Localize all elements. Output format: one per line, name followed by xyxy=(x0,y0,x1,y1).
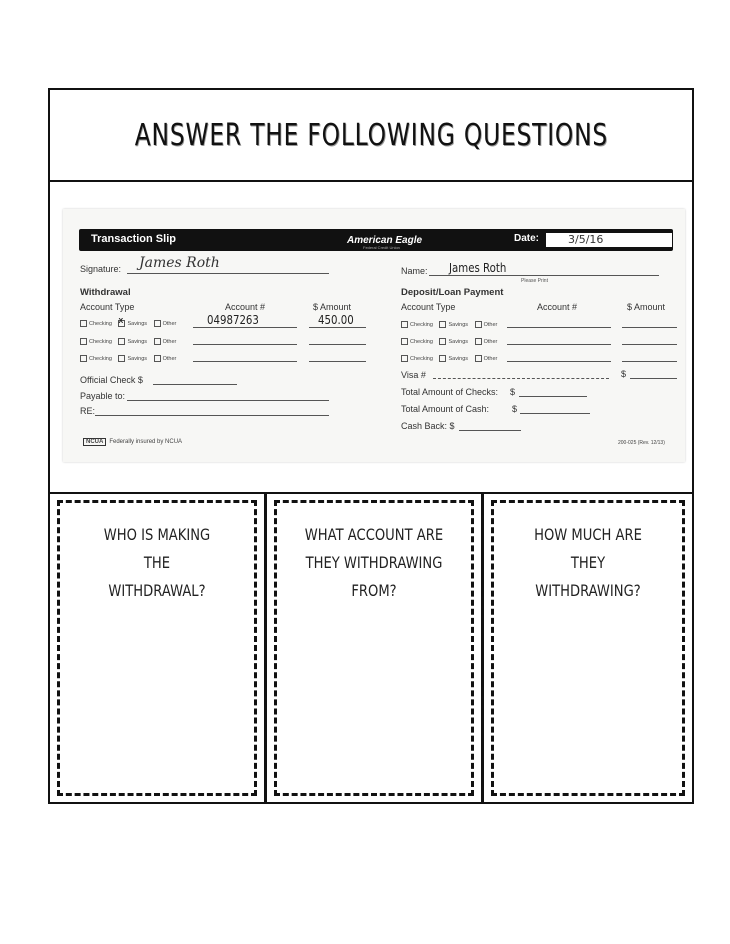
ncua-badge: NCUA xyxy=(83,438,106,446)
withdrawal-account-value: 04987263 xyxy=(207,313,259,327)
page-title: ANSWER THE FOLLOWING QUESTIONS xyxy=(134,117,608,153)
answer-area-3[interactable] xyxy=(491,500,685,796)
ncua-text: Federally insured by NCUA xyxy=(109,439,183,445)
checkbox xyxy=(80,338,87,345)
answer-area-1[interactable] xyxy=(57,500,257,796)
total-checks-line xyxy=(519,396,587,397)
slip-title: Transaction Slip xyxy=(91,233,176,245)
question-box-1 xyxy=(50,494,264,802)
amount-line xyxy=(309,344,366,345)
checkbox xyxy=(80,355,87,362)
name-label: Name: xyxy=(401,266,428,276)
amount-line xyxy=(622,361,677,362)
checkbox xyxy=(475,338,482,345)
checkbox xyxy=(154,338,161,345)
checkbox xyxy=(118,355,125,362)
date-field: 3/5/16 xyxy=(546,233,672,247)
checkbox xyxy=(475,321,482,328)
deposit-heading: Deposit/Loan Payment xyxy=(401,287,504,298)
signature-label: Signature: xyxy=(80,264,122,274)
checkbox xyxy=(401,321,408,328)
deposit-account-num-label: Account # xyxy=(537,302,578,312)
cash-back-label: Cash Back: $ xyxy=(401,421,455,431)
payable-to-label: Payable to: xyxy=(80,391,126,401)
account-line xyxy=(193,327,297,328)
amount-line xyxy=(622,327,677,328)
checkbox xyxy=(154,355,161,362)
total-checks-label: Total Amount of Checks: xyxy=(401,387,499,397)
withdrawal-amount-value: 450.00 xyxy=(318,313,354,327)
checkbox xyxy=(401,355,408,362)
worksheet xyxy=(48,88,694,804)
account-line xyxy=(507,344,611,345)
withdrawal-row-1: Checking X Savings Other xyxy=(80,320,181,327)
withdrawal-row-3: Checking Savings Other xyxy=(80,355,181,362)
checkbox xyxy=(80,320,87,327)
slip-header xyxy=(79,229,673,251)
withdrawal-amount-label: $ Amount xyxy=(313,302,352,312)
deposit-amount-label: $ Amount xyxy=(627,302,666,312)
visa-amount-line xyxy=(630,378,677,379)
total-checks-dollar: $ xyxy=(510,387,516,397)
checkbox xyxy=(118,338,125,345)
please-print: Please Print xyxy=(521,278,548,284)
answer-area-2[interactable] xyxy=(274,500,474,796)
official-check-label: Official Check $ xyxy=(80,375,143,385)
checkbox xyxy=(439,355,446,362)
visa-dollar: $ xyxy=(621,369,627,379)
name-line xyxy=(429,275,659,276)
account-line xyxy=(193,361,297,362)
withdrawal-row-2: Checking Savings Other xyxy=(80,338,181,345)
visa-line xyxy=(433,378,609,379)
total-cash-dollar: $ xyxy=(512,404,518,414)
slip-area xyxy=(50,182,692,494)
title-box xyxy=(50,90,692,182)
question-2: WHAT ACCOUNT ARE THEY WITHDRAWING FROM? xyxy=(304,525,444,600)
checkbox xyxy=(475,355,482,362)
bank-tagline: Federal Credit Union xyxy=(363,245,400,250)
amount-line xyxy=(309,327,366,328)
re-line xyxy=(95,415,329,416)
deposit-row-3: Checking Savings Other xyxy=(401,355,502,362)
withdrawal-account-type-label: Account Type xyxy=(80,302,135,312)
transaction-slip xyxy=(63,209,685,462)
deposit-account-type-label: Account Type xyxy=(401,302,456,312)
signature-line xyxy=(127,273,329,274)
signature-value: James Roth xyxy=(139,255,220,271)
account-line xyxy=(193,344,297,345)
official-check-line xyxy=(153,384,237,385)
form-number: 200-025 (Rev. 12/13) xyxy=(618,440,665,446)
visa-label: Visa # xyxy=(401,370,426,380)
total-cash-line xyxy=(520,413,590,414)
total-cash-label: Total Amount of Cash: xyxy=(401,404,490,414)
questions-row xyxy=(50,494,692,802)
account-line xyxy=(507,361,611,362)
checkbox xyxy=(154,320,161,327)
withdrawal-heading: Withdrawal xyxy=(80,287,131,298)
amount-line xyxy=(622,344,677,345)
ncua-notice xyxy=(83,438,182,446)
checkbox xyxy=(401,338,408,345)
account-line xyxy=(507,327,611,328)
name-value: James Roth xyxy=(449,261,507,275)
date-label: Date: xyxy=(514,233,540,244)
deposit-row-2: Checking Savings Other xyxy=(401,338,502,345)
question-box-3 xyxy=(484,494,692,802)
question-1: WHO IS MAKING THE WITHDRAWAL? xyxy=(103,525,211,600)
re-label: RE: xyxy=(80,406,96,416)
bank-logo: American Eagle xyxy=(347,235,423,246)
withdrawal-account-num-label: Account # xyxy=(225,302,266,312)
checkbox xyxy=(439,321,446,328)
cash-back-line xyxy=(459,430,521,431)
deposit-row-1: Checking Savings Other xyxy=(401,321,502,328)
payable-to-line xyxy=(127,400,329,401)
checkbox-checked xyxy=(118,320,125,327)
checkbox xyxy=(439,338,446,345)
question-box-2 xyxy=(267,494,481,802)
question-3: HOW MUCH ARE THEY WITHDRAWING? xyxy=(534,525,642,600)
amount-line xyxy=(309,361,366,362)
